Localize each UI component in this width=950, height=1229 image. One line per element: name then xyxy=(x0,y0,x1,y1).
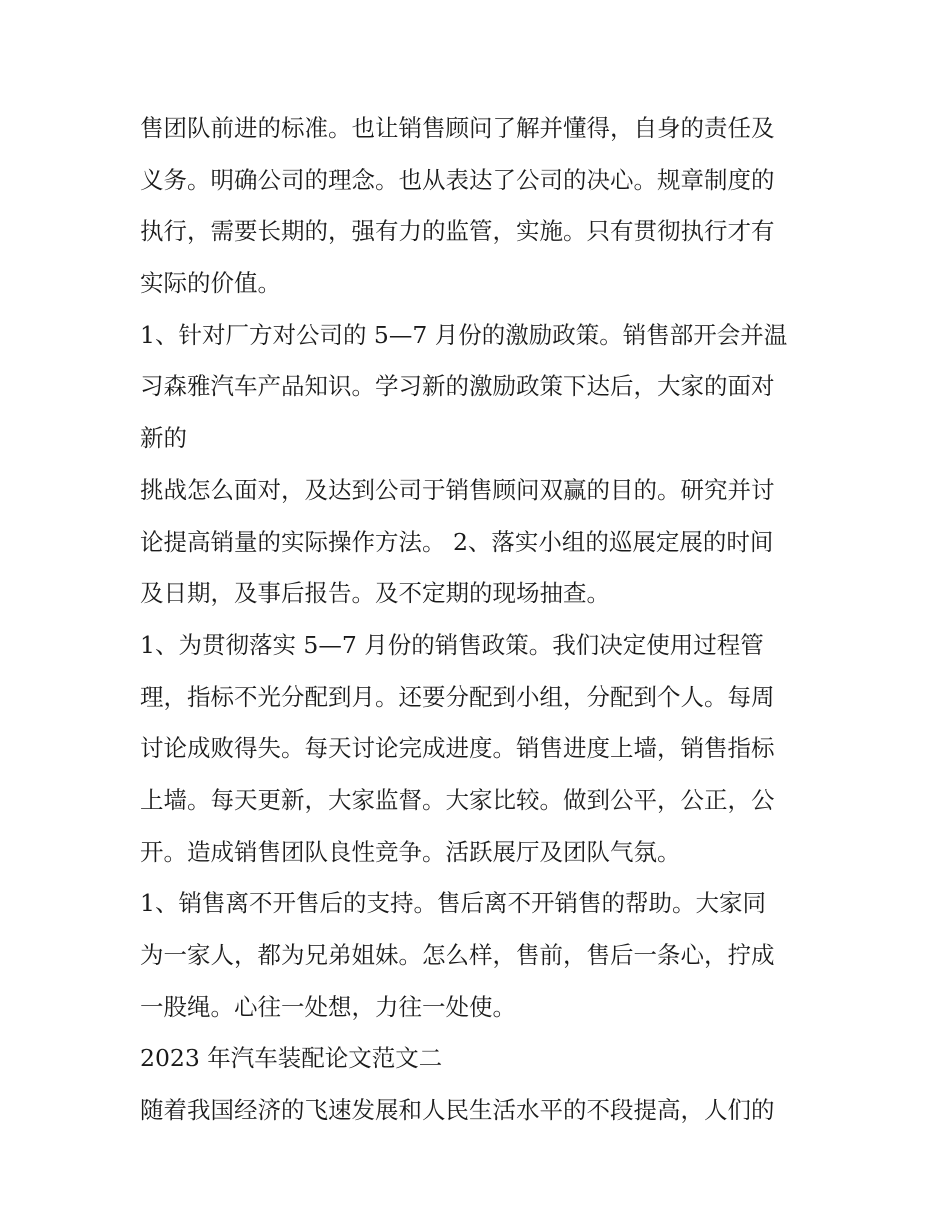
text-line: 理，指标不光分配到月。还要分配到小组，分配到个人。每周 xyxy=(140,682,775,711)
text-line: 义务。明确公司的理念。也从表达了公司的决心。规章制度的 xyxy=(140,165,775,194)
text-line: 论提高销量的实际操作方法。 2、落实小组的巡展定展的时间 xyxy=(140,527,774,556)
section-heading: 2023 年汽车装配论文范文二 xyxy=(140,1044,443,1073)
text-line: 新的 xyxy=(140,424,187,453)
text-line: 挑战怎么面对，及达到公司于销售顾问双赢的目的。研究并讨 xyxy=(140,475,775,504)
text-line: 为一家人，都为兄弟姐妹。怎么样，售前，售后一条心，拧成 xyxy=(140,941,775,969)
document-body xyxy=(140,103,820,1137)
text-line: 及日期，及事后报告。及不定期的现场抽查。 xyxy=(140,579,610,608)
text-line: 售团队前进的标准。也让销售顾问了解并懂得，自身的责任及 xyxy=(140,114,775,142)
text-line: 执行，需要长期的，强有力的监管，实施。只有贯彻执行才有 xyxy=(140,217,775,246)
text-line: 1、针对厂方对公司的 5—7 月份的激励政策。销售部开会并温 xyxy=(140,320,788,349)
text-line: 一股绳。心往一处想，力往一处使。 xyxy=(140,992,516,1021)
text-line: 随着我国经济的飞速发展和人民生活水平的不段提高，人们的 xyxy=(140,1096,775,1125)
text-line: 1、销售离不开售后的支持。售后离不开销售的帮助。大家同 xyxy=(140,889,766,918)
text-line: 上墙。每天更新，大家监督。大家比较。做到公平，公正，公 xyxy=(140,785,775,814)
text-line: 习森雅汽车产品知识。学习新的激励政策下达后，大家的面对 xyxy=(140,372,775,401)
text-line: 实际的价值。 xyxy=(140,269,281,298)
text-line: 讨论成败得失。每天讨论完成进度。销售进度上墙，销售指标 xyxy=(140,734,775,763)
text-line: 1、为贯彻落实 5—7 月份的销售政策。我们决定使用过程管 xyxy=(140,630,764,659)
text-line: 开。造成销售团队良性竞争。活跃展厅及团队气氛。 xyxy=(140,837,681,866)
